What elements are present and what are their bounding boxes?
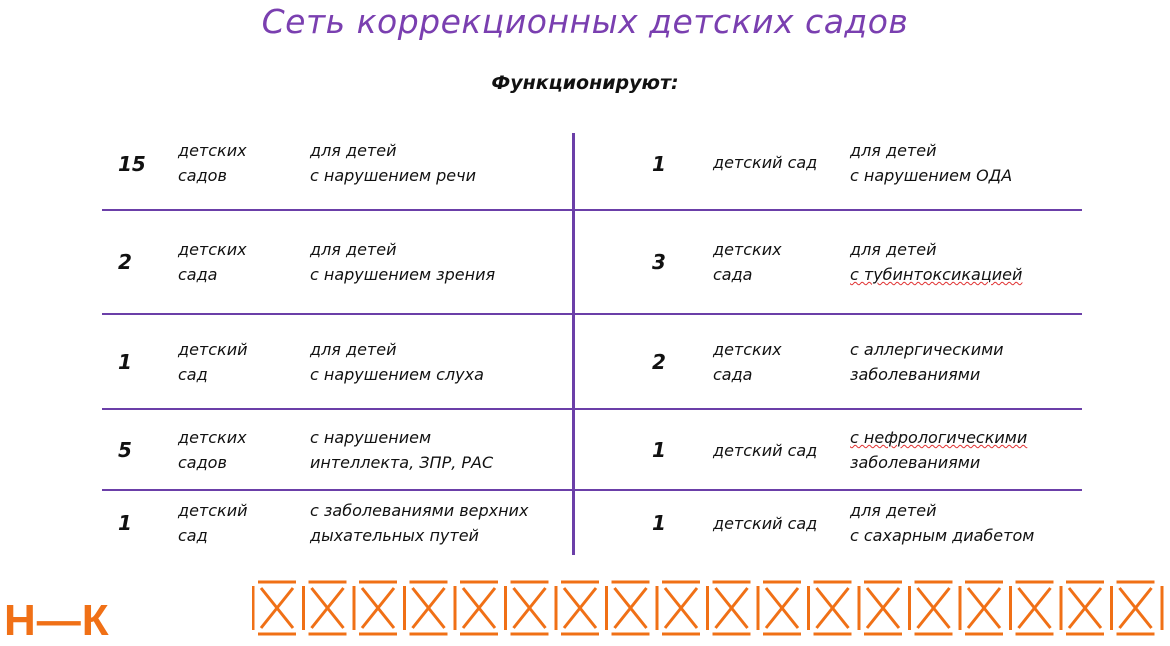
description-line: для детей [850, 141, 937, 160]
noun-line: садов [178, 453, 227, 472]
noun-line: сада [713, 265, 753, 284]
count-cell: 1 [652, 511, 666, 535]
count-cell: 1 [118, 350, 132, 374]
description-line: с нефрологическими [850, 428, 1028, 447]
ornament-tile [809, 582, 852, 634]
noun-line: детских [178, 428, 247, 447]
noun-line: детских [178, 141, 247, 160]
noun-line: детских [178, 240, 247, 259]
row-divider [102, 408, 1082, 410]
ornament-tile [455, 582, 498, 634]
description-line: с нарушением зрения [310, 265, 496, 284]
ornament-tile [859, 582, 902, 634]
description-line: дыхательных путей [310, 526, 479, 545]
column-divider [572, 133, 575, 555]
description-line: для детей [310, 141, 397, 160]
description-line: с сахарным диабетом [850, 526, 1035, 545]
brand-logo: Н—К [4, 596, 110, 645]
ornament-tile [354, 582, 397, 634]
description-line: с нарушением [310, 428, 432, 447]
count-cell: 1 [652, 152, 666, 176]
ornament-tile [405, 582, 448, 634]
ornament-tile [657, 582, 700, 634]
description-line: заболеваниями [850, 453, 981, 472]
count-cell: 15 [118, 152, 146, 176]
count-cell: 3 [652, 250, 666, 274]
ornament-tile [1061, 582, 1104, 634]
page-title: Сеть коррекционных детских садов [261, 2, 909, 41]
ornament-strip [252, 580, 1168, 636]
noun-line: детский сад [713, 153, 818, 172]
description-line: с нарушением речи [310, 166, 476, 185]
description-line: для детей [850, 240, 937, 259]
row-divider [102, 209, 1082, 211]
noun-line: сада [178, 265, 218, 284]
noun-line: детский [178, 501, 248, 520]
ornament-tile [758, 582, 801, 634]
ornament-tile [1011, 582, 1054, 634]
noun-line: детских [713, 240, 782, 259]
noun-line: детский [178, 340, 248, 359]
ornament-tile [910, 582, 953, 634]
noun-line: сад [178, 526, 208, 545]
count-cell: 1 [118, 511, 132, 535]
description-line: для детей [310, 340, 397, 359]
ornament-tile [708, 582, 751, 634]
description-line: заболеваниями [850, 365, 981, 384]
noun-line: сад [178, 365, 208, 384]
count-cell: 2 [118, 250, 132, 274]
ornament-tile [607, 582, 650, 634]
description-line: с нарушением слуха [310, 365, 484, 384]
noun-line: садов [178, 166, 227, 185]
description-line: с нарушением ОДА [850, 166, 1013, 185]
description-line: с тубинтоксикацией [850, 265, 1023, 284]
count-cell: 1 [652, 438, 666, 462]
ornament-tile [304, 582, 347, 634]
noun-line: детский сад [713, 514, 818, 533]
page-subtitle: Функционируют: [491, 72, 679, 94]
noun-line: сада [713, 365, 753, 384]
count-cell: 5 [118, 438, 132, 462]
description-line: для детей [310, 240, 397, 259]
description-line: интеллекта, ЗПР, РАС [310, 453, 494, 472]
noun-line: детский сад [713, 441, 818, 460]
ornament-tile [506, 582, 549, 634]
row-divider [102, 489, 1082, 491]
description-line: для детей [850, 501, 937, 520]
description-line: с аллергическими [850, 340, 1004, 359]
row-divider [102, 313, 1082, 315]
description-line: с заболеваниями верхних [310, 501, 529, 520]
noun-line: детских [713, 340, 782, 359]
ornament-tile [253, 582, 296, 634]
ornament-tile [960, 582, 1003, 634]
ornament-tile [1112, 582, 1155, 634]
count-cell: 2 [652, 350, 666, 374]
ornament-tile [556, 582, 599, 634]
